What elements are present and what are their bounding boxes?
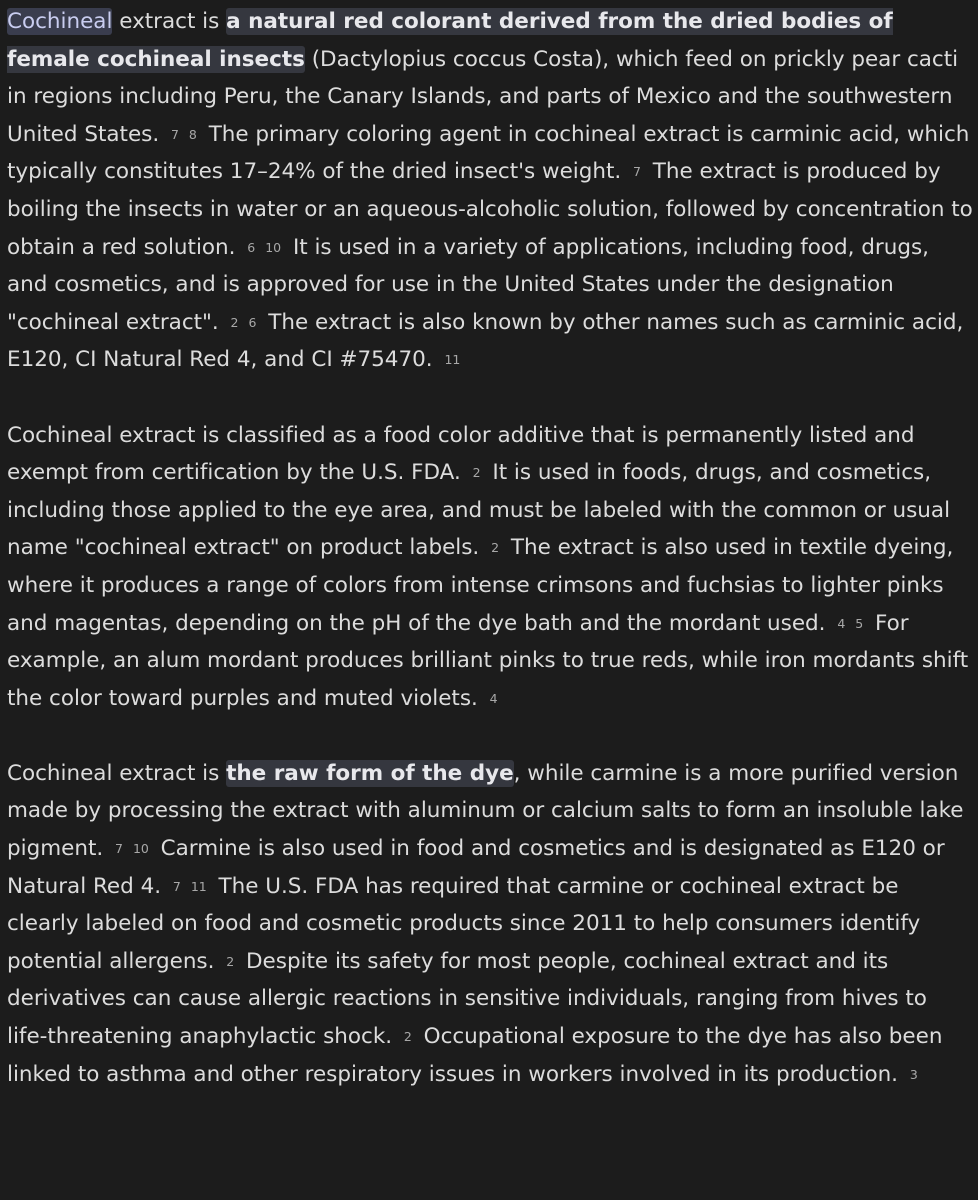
- paragraph-3: [7, 755, 973, 1093]
- sentence-text: The primary coloring agent in cochineal extract is carminic acid, which typically constitutes 17–24% of the dried insect's weight.: [7, 121, 970, 185]
- highlighted-term[interactable]: Cochineal: [7, 9, 113, 34]
- citation-marker[interactable]: 10: [265, 239, 282, 255]
- citation-marker[interactable]: 7: [172, 878, 181, 894]
- citation-marker[interactable]: 2: [491, 540, 500, 556]
- sentence-text: The extract is produced by boiling the insects in water or an aqueous-alcoholic solution, followed by concentration to obtain a red solution.: [7, 159, 973, 260]
- sentence-text: (Dactylopius coccus Costa), which feed on prickly pear cacti in regions including Peru, the Canary Islands, and parts of Mexico and the southwestern United States.: [7, 46, 959, 147]
- highlighted-phrase[interactable]: the raw form of the dye: [226, 760, 514, 786]
- citation-marker[interactable]: 7: [115, 841, 123, 857]
- citation-marker[interactable]: 4: [489, 690, 498, 706]
- citation-marker[interactable]: 2: [226, 953, 235, 969]
- sentence-text: Cochineal extract is: [7, 760, 227, 786]
- sentence-text: , while carmine is a more purified version made by processing the extract with aluminum or calcium salts to form an insoluble lake pigment.: [7, 760, 964, 862]
- citation-marker[interactable]: 11: [190, 878, 207, 894]
- sentence-text: It is used in foods, drugs, and cosmetics, including those applied to the eye area, and must be labeled with the common or usual name "cochineal extract" on product labels.: [7, 460, 951, 561]
- citation-marker[interactable]: 2: [230, 314, 239, 330]
- paragraph-2: [7, 417, 973, 718]
- citation-marker[interactable]: 2: [403, 1029, 412, 1045]
- citation-marker[interactable]: 7: [170, 126, 179, 142]
- sentence-text: The extract is also used in textile dyeing, where it produces a range of colors from intense crimsons and fuchsias to lighter pinks and magentas, depending on the pH of the dye bath and the mordant used.: [7, 535, 954, 636]
- citation-marker[interactable]: 3: [909, 1066, 918, 1082]
- citation-marker[interactable]: 8: [188, 126, 197, 142]
- sentence-text: extract is: [112, 9, 227, 34]
- citation-marker[interactable]: 4: [837, 615, 846, 631]
- sentence-text: Occupational exposure to the dye has also been linked to asthma and other respiratory issues in workers involved in its production.: [7, 1024, 943, 1087]
- highlighted-phrase[interactable]: a natural red colorant derived from the dried bodies of female cochineal insects: [7, 9, 893, 72]
- sentence-text: The U.S. FDA has required that carmine or cochineal extract be clearly labeled on food and cosmetic products since 2011 to help consumers identify potential allergens.: [7, 873, 921, 974]
- sentence-text: It is used in a variety of applications, including food, drugs, and cosmetics, and is approved for use in the United States under the designation "cochineal extract".: [7, 234, 929, 335]
- answer-body: [7, 3, 973, 1093]
- sentence-text: The extract is also known by other names such as carminic acid, E120, CI Natural Red 4, and CI #75470.: [7, 309, 964, 373]
- citation-marker[interactable]: 6: [247, 239, 256, 255]
- citation-marker[interactable]: 6: [248, 314, 257, 330]
- sentence-text: Carmine is also used in food and cosmetics and is designated as E120 or Natural Red 4.: [7, 836, 945, 899]
- citation-marker[interactable]: 11: [444, 352, 461, 368]
- citation-marker[interactable]: 2: [472, 465, 481, 481]
- citation-marker[interactable]: 5: [855, 615, 864, 631]
- sentence-text: Cochineal extract is classified as a food color additive that is permanently listed and exempt from certification by the U.S. FDA.: [7, 422, 915, 486]
- citation-marker[interactable]: 10: [132, 841, 149, 857]
- sentence-text: Despite its safety for most people, cochineal extract and its derivatives can cause allergic reactions in sensitive individuals, ranging from hives to life-threatening anaphylactic shock.: [7, 948, 927, 1050]
- citation-marker[interactable]: 7: [633, 164, 641, 180]
- paragraph-1: [7, 3, 973, 379]
- sentence-text: For example, an alum mordant produces brilliant pinks to true reds, while iron mordants shift the color toward purples and muted violets.: [7, 610, 969, 711]
